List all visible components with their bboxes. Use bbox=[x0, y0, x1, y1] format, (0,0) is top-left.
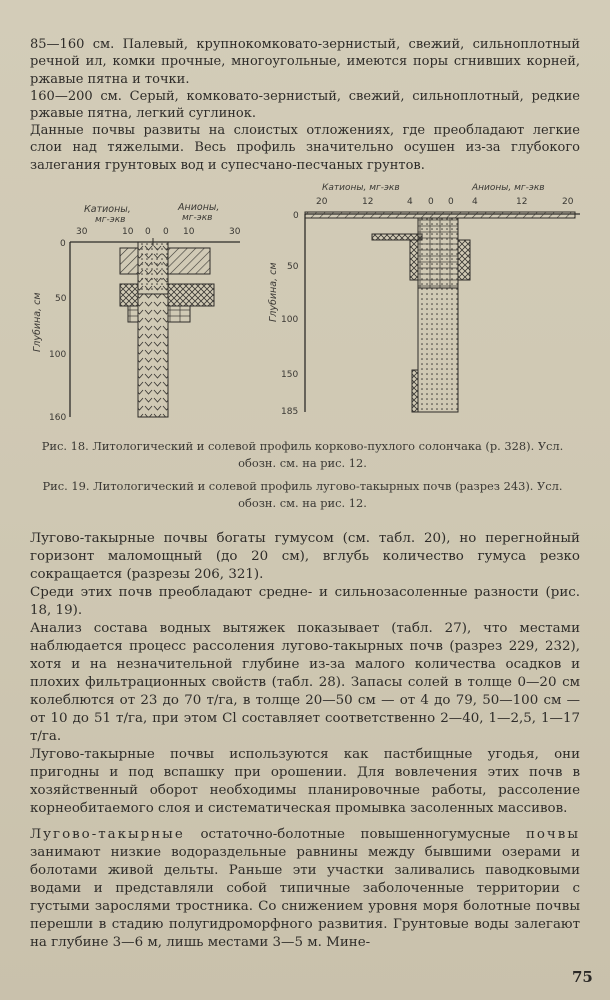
fig19-xtick: 0 bbox=[428, 197, 434, 207]
fig19-ytick: 0 bbox=[293, 211, 299, 221]
figure-19-diagram bbox=[268, 183, 580, 417]
fig19-xtick: 20 bbox=[316, 197, 328, 207]
paragraph-residual-bog-rest: занимают низкие водораздельные равнины между бывшими озерами и болотами живой дельты. Раньше эти участки заливались паводковыми водами и представляли собой типичные заболоченные территории с густыми зарослями тростника. Со снижением уровня моря болотные почвы перешли в стадию полугидроморфного развития. Грунтовые воды залегают на глубине 3—6 м, лишь местами 3—5 м. Мине- bbox=[30, 845, 580, 950]
fig18-xtick: 0 bbox=[163, 227, 169, 237]
term-residual-bog: остаточно-болотные повышенногумусные bbox=[200, 827, 511, 842]
paragraph-water-extracts: Анализ состава водных вытяжек показывает (табл. 27), что местами наблюдается процесс рассоления лугово-такырных почв (разрез 229, 232), хотя и на незначительной глубине из-за малого количества осадков и плохих фильтрационных свойств (табл. 28). Запасы солей в толще 0—20 см колеблются от 23 до 70 т/га, в толще 20—50 см — от 4 до 79, 50—100 см — от 10 до 51 т/га, при этом Cl составляет соответственно 2—40, 1—2,5, 1—17 т/га. bbox=[30, 621, 580, 744]
paragraph-salinity: Среди этих почв преобладают средне- и сильнозасоленные разности (рис. 18, 19). bbox=[30, 585, 580, 618]
fig18-ytick: 50 bbox=[55, 294, 67, 304]
caption-fig18: Рис. 18. Литологический и солевой профиль корково-пухлого солончака (р. 328). Усл. обозн. см. на рис. 12. bbox=[41, 439, 564, 470]
fig18-xtick: 30 bbox=[76, 227, 88, 237]
caption-fig19: Рис. 19. Литологический и солевой профиль лугово-такырных почв (разрез 243). Усл. обозн. см. на рис. 12. bbox=[42, 479, 563, 510]
term-pochvy: почвы bbox=[525, 827, 580, 842]
fig18-cations-unit: мг-экв bbox=[95, 215, 126, 225]
paragraph-deposits: Данные почвы развиты на слоистых отложениях, где преобладают легкие слои над тяжелыми. Весь профиль значительно осушен из-за глубокого залегания грунтовых вод и супесчано-песчаных грунтов. bbox=[30, 123, 580, 173]
figure-18-diagram bbox=[32, 202, 241, 423]
fig18-xtick: 30 bbox=[229, 227, 241, 237]
fig19-ytick: 150 bbox=[281, 370, 299, 380]
fig19-ytick: 100 bbox=[281, 315, 299, 325]
fig18-anions-label: Анионы, bbox=[178, 202, 220, 213]
fig19-xtick: 4 bbox=[472, 197, 478, 207]
fig19-xtick: 0 bbox=[448, 197, 454, 207]
fig18-ytick: 100 bbox=[49, 350, 67, 360]
fig19-xtick: 4 bbox=[407, 197, 413, 207]
fig19-ytick: 50 bbox=[287, 262, 299, 272]
fig19-xtick: 20 bbox=[562, 197, 574, 207]
fig18-ylabel: Глубина, см bbox=[32, 292, 43, 352]
fig19-cations-label: Катионы, мг-экв bbox=[322, 183, 400, 193]
fig19-ylabel: Глубина, см bbox=[268, 262, 279, 322]
term-lugovo-takyrnye: Лугово-такырные bbox=[30, 827, 185, 842]
fig18-ytick: 0 bbox=[60, 239, 66, 249]
fig18-cations-label: Катионы, bbox=[84, 204, 131, 215]
page-number: 75 bbox=[572, 968, 593, 986]
fig19-xtick: 12 bbox=[516, 197, 528, 207]
paragraph-horizon-160-200: 160—200 см. Серый, комковато-зернистый, свежий, сильноплотный, редкие ржавые пятна, легкий суглинок. bbox=[30, 89, 580, 122]
fig18-xtick: 0 bbox=[145, 227, 151, 237]
fig19-xtick: 12 bbox=[362, 197, 374, 207]
paragraph-horizon-85-160: 85—160 см. Палевый, крупнокомковато-зернистый, свежий, сильноплотный речной ил, комки прочные, многоугольные, имеются поры сгнивших корней, ржавые пятна и точки. bbox=[30, 37, 580, 87]
paragraph-humus: Лугово-такырные почвы богаты гумусом (см. табл. 20), но перегнойный горизонт маломощный (до 20 см), вглубь количество гумуса резко сокращается (разрезы 206, 321). bbox=[30, 531, 580, 582]
fig19-ytick: 185 bbox=[281, 407, 299, 417]
paragraph-usage: Лугово-такырные почвы используются как пастбищные угодья, они пригодны и под вспашку при орошении. Для вовлечения этих почв в хозяйственный оборот необходимы планировочные работы, рассоление корнеобитаемого слоя и систематическая промывка засоленных массивов. bbox=[30, 747, 580, 816]
fig19-anions-label: Анионы, мг-экв bbox=[472, 183, 545, 193]
fig18-ytick: 160 bbox=[49, 413, 67, 423]
fig18-anions-unit: мг-экв bbox=[182, 213, 213, 223]
figures bbox=[0, 172, 610, 437]
paragraph-residual-bog-soils bbox=[30, 826, 580, 952]
fig18-xtick: 10 bbox=[183, 227, 195, 237]
fig18-xtick: 10 bbox=[122, 227, 134, 237]
